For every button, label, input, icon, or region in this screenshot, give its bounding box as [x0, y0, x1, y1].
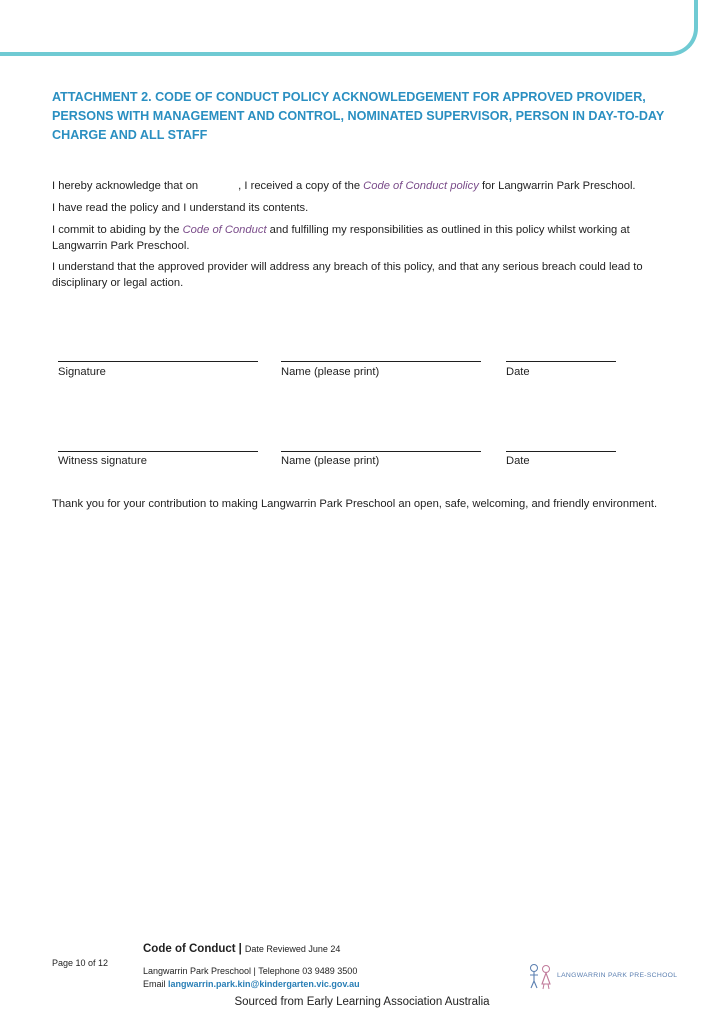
- logo-text: LANGWARRIN PARK PRE-SCHOOL: [557, 972, 678, 979]
- footer-contact: [143, 965, 360, 991]
- header-frame: [0, 0, 698, 56]
- footer-email-link[interactable]: langwarrin.park.kin@kindergarten.vic.gov.au: [168, 979, 360, 989]
- witness-signature-line[interactable]: [58, 451, 258, 452]
- acknowledge-text-mid: , I received a copy of the: [238, 180, 364, 192]
- date-label: Date: [506, 366, 530, 378]
- acknowledge-text-post: for Langwarrin Park Preschool.: [478, 180, 636, 192]
- acknowledge-text-pre: I hereby acknowledge that on: [52, 180, 199, 192]
- footer-title: [143, 942, 340, 957]
- children-icon: [526, 962, 556, 990]
- footer-doc-title: Code of Conduct: [143, 943, 236, 955]
- witness-signature-label: Witness signature: [58, 455, 147, 467]
- attachment-heading: ATTACHMENT 2. CODE OF CONDUCT POLICY ACKNOWLEDGEMENT FOR APPROVED PROVIDER, PERSONS WITH MANAGEMENT AND CONTROL, NOMINATED SUPERVISOR, PERSON IN DAY-TO-DAY CHARGE AND ALL STAFF: [52, 90, 665, 142]
- commit-text-post: and fulfilling my responsibilities as outlined in this policy whilst working at Langwarrin Park Preschool.: [52, 224, 630, 252]
- signature-line[interactable]: [58, 361, 258, 362]
- footer-email-line: [143, 978, 360, 991]
- witness-name-label: Name (please print): [281, 455, 380, 467]
- preschool-logo: [526, 962, 676, 990]
- signature-label: Signature: [58, 366, 106, 378]
- name-line[interactable]: [281, 361, 481, 362]
- breach-paragraph: I understand that the approved provider will address any breach of this policy, and that any serious breach could lead to disciplinary or legal action.: [52, 261, 643, 289]
- footer-contact-line: Langwarrin Park Preschool | Telephone 03 9489 3500: [143, 966, 358, 976]
- commit-paragraph: [52, 223, 662, 254]
- witness-date-line[interactable]: [506, 451, 616, 452]
- closing-paragraph: Thank you for your contribution to making Langwarrin Park Preschool an open, safe, welcoming, and friendly environment.: [52, 498, 658, 510]
- footer-reviewed: Date Reviewed June 24: [244, 944, 341, 954]
- name-label: Name (please print): [281, 366, 380, 378]
- witness-date-label: Date: [506, 455, 530, 467]
- read-policy-paragraph: I have read the policy and I understand its contents.: [52, 202, 309, 214]
- footer-email-label: Email: [143, 979, 169, 989]
- page-number: Page 10 of 12: [52, 958, 109, 968]
- commit-text-pre: I commit to abiding by the: [52, 224, 183, 236]
- date-line[interactable]: [506, 361, 616, 362]
- code-of-conduct-reference: Code of Conduct: [182, 224, 267, 236]
- policy-reference: Code of Conduct policy: [363, 180, 479, 192]
- sourced-from: Sourced from Early Learning Association Australia: [234, 996, 490, 1008]
- witness-name-line[interactable]: [281, 451, 481, 452]
- acknowledge-paragraph: [52, 179, 662, 195]
- footer-separator: |: [238, 943, 242, 955]
